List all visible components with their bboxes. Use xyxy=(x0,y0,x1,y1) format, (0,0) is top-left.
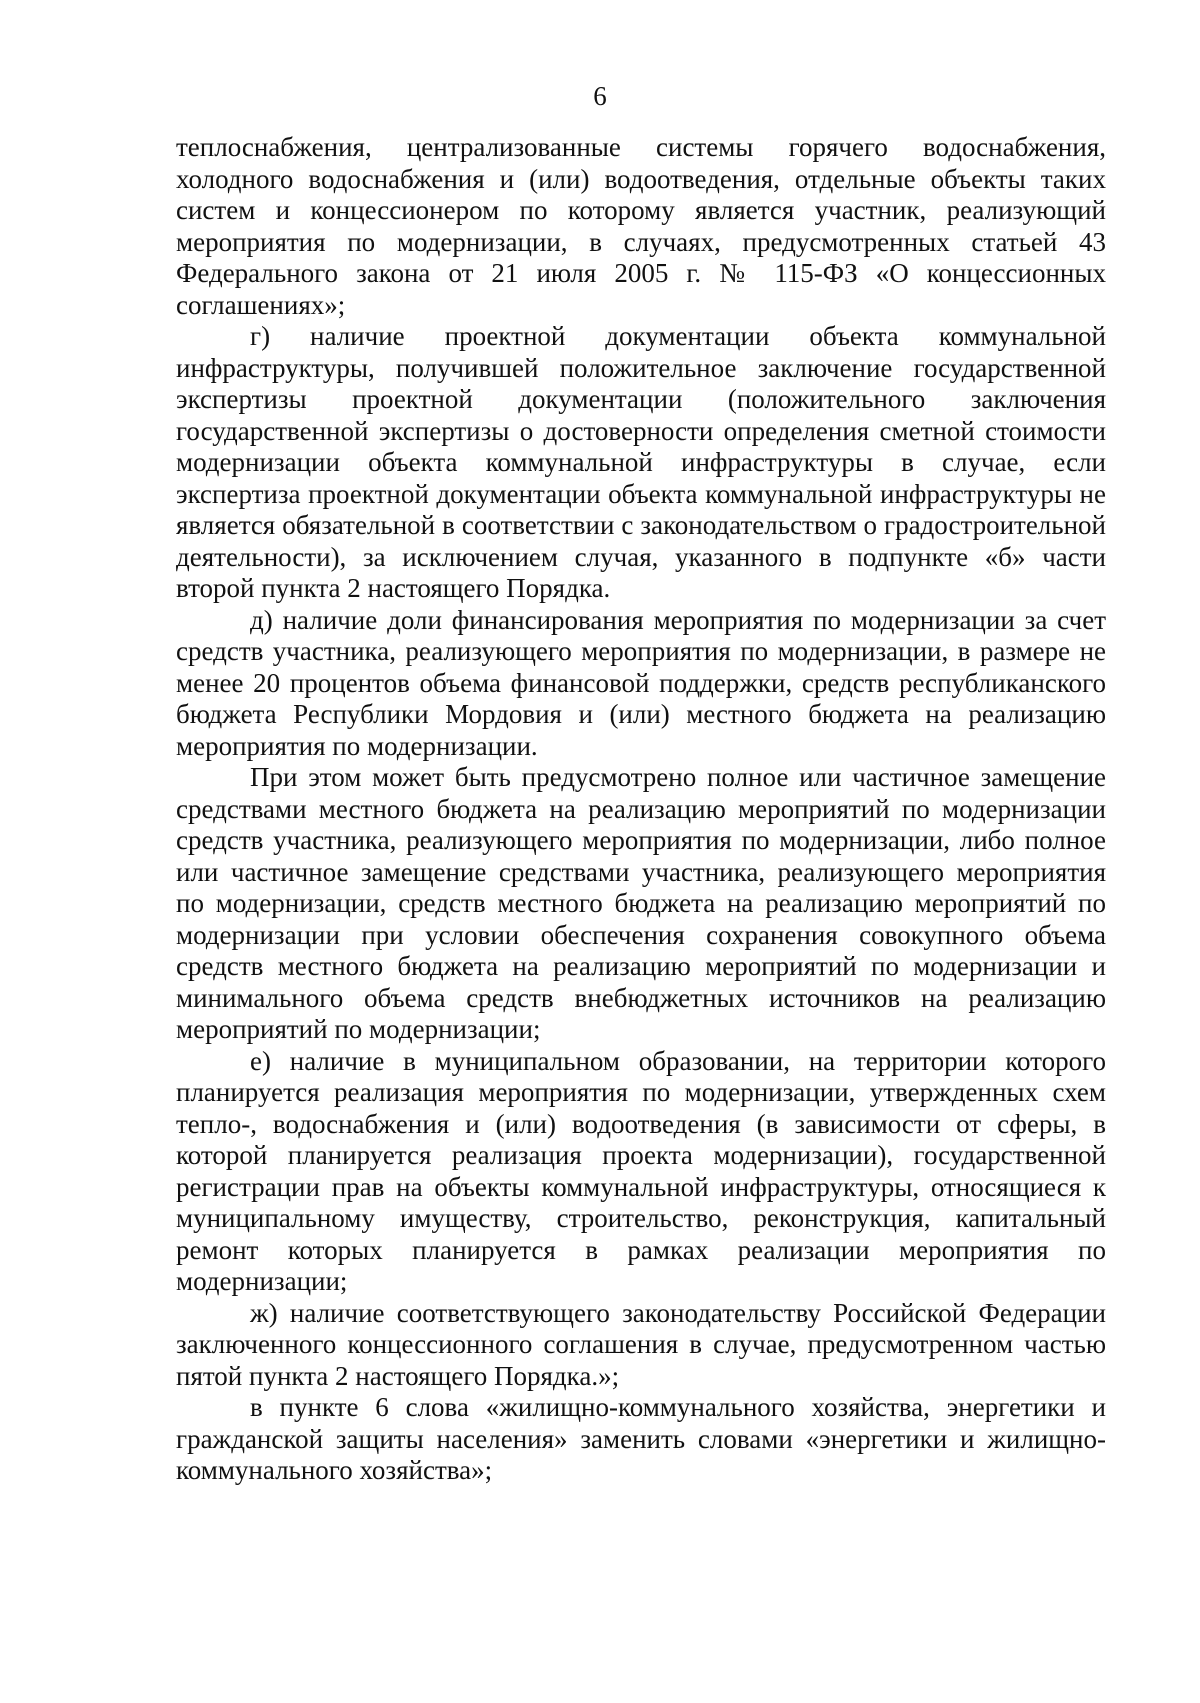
paragraph-item-d: д) наличие доли финансирования мероприятия по модернизации за счет средств участника, реализующего мероприятия по модернизации, в размере не менее 20 процентов объема финансовой поддержки, средств республиканского бюджета Республики Мордовия и (или) местного бюджета на реализацию мероприятия по модернизации. xyxy=(176,604,1106,761)
paragraph-point-6-amendment: в пункте 6 слова «жилищно-коммунального хозяйства, энергетики и гражданской защиты населения» заменить словами «энергетики и жилищно-коммунального хозяйства»; xyxy=(176,1392,1106,1485)
paragraph-replacement-note: При этом может быть предусмотрено полное или частичное замещение средствами местного бюджета на реализацию мероприятий по модернизации средств участника, реализующего мероприятия по модернизации, либо полное или частичное замещение средствами участника, реализующего мероприятия по модернизации, средств местного бюджета на реализацию мероприятий по модернизации при условии обеспечения сохранения совокупного объема средств местного бюджета на реализацию мероприятий по модернизации и минимального объема средств внебюджетных источников на реализацию мероприятий по модернизации; xyxy=(176,762,1106,1044)
paragraph-continuation: теплоснабжения, централизованные системы горячего водоснабжения, холодного водоснабжения и (или) водоотведения, отдельные объекты таких систем и концессионером по которому является участник, реализующий мероприятия по модернизации, в случаях, предусмотренных статьей 43 Федерального закона от 21 июля 2005 г. № 115-ФЗ «О концессионных соглашениях»; xyxy=(176,132,1106,320)
paragraph-item-zh: ж) наличие соответствующего законодательству Российской Федерации заключенного концессионного соглашения в случае, предусмотренном частью пятой пункта 2 настоящего Порядка.»; xyxy=(176,1297,1106,1391)
page-number: 6 xyxy=(593,81,607,111)
document-body xyxy=(176,132,1106,1487)
paragraph-item-e: е) наличие в муниципальном образовании, на территории которого планируется реализация мероприятия по модернизации, утвержденных схем тепло-, водоснабжения и (или) водоотведения (в зависимости от сферы, в которой планируется реализация проекта модернизации), государственной регистрации прав на объекты коммунальной инфраструктуры, относящиеся к муниципальному имуществу, строительство, реконструкция, капитальный ремонт которых планируется в рамках реализации мероприятия по модернизации; xyxy=(176,1045,1106,1296)
paragraph-item-g: г) наличие проектной документации объекта коммунальной инфраструктуры, получившей положительное заключение государственной экспертизы проектной документации (положительного заключения государственной экспертизы о достоверности определения сметной стоимости модернизации объекта коммунальной инфраструктуры в случае, если экспертиза проектной документации объекта коммунальной инфраструктуры не является обязательной в соответствии с законодательством о градостроительной деятельности), за исключением случая, указанного в подпункте «б» части второй пункта 2 настоящего Порядка. xyxy=(176,321,1106,603)
